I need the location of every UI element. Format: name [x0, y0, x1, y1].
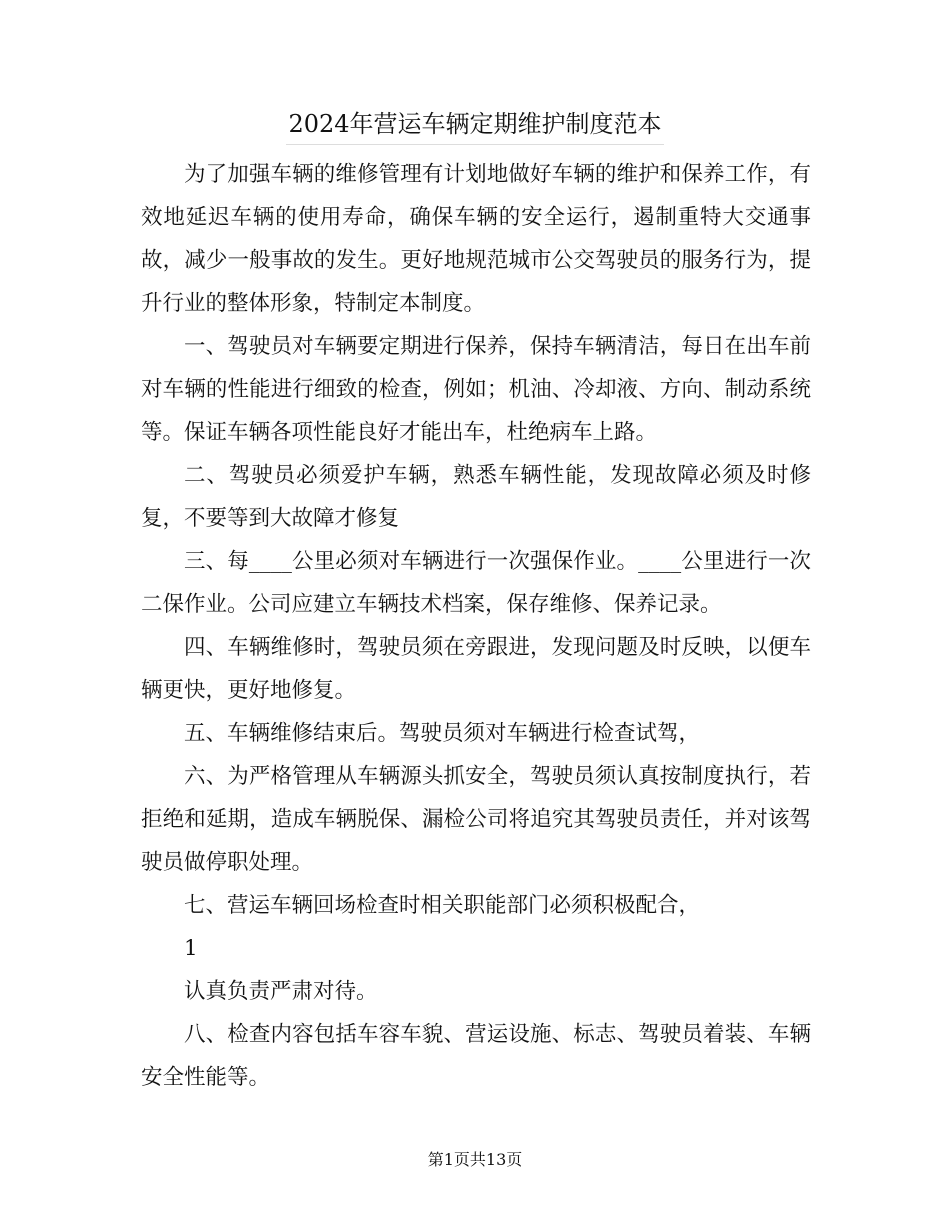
paragraph-item-2: 二、驾驶员必须爱护车辆，熟悉车辆性能，发现故障必须及时修复，不要等到大故障才修复: [141, 463, 811, 531]
page-footer: 第1页共13页: [427, 1150, 523, 1169]
paragraph-item-5: 五、车辆维修结束后。驾驶员须对车辆进行检查试驾，: [184, 721, 701, 746]
paragraph-item-7: 七、营运车辆回场检查时相关职能部门必须积极配合，: [184, 893, 701, 918]
paragraph-item-7-continued: 认真负责严肃对待。: [184, 979, 378, 1004]
paragraph-item-8: 八、检查内容包括车容车貌、营运设施、标志、驾驶员着装、车辆安全性能等。: [141, 1022, 811, 1090]
paragraph-item-6: 六、为严格管理从车辆源头抓安全，驾驶员须认真按制度执行，若拒绝和延期，造成车辆脱保、漏检公司将追究其驾驶员责任，并对该驾驶员做停职处理。: [141, 764, 811, 875]
document-title: 2024年营运车辆定期维护制度范本: [286, 104, 663, 145]
document-body: [141, 153, 811, 1099]
paragraph-item-3: 三、每____公里必须对车辆进行一次强保作业。____公里进行一次二保作业。公司应建立车辆技术档案，保存维修、保养记录。: [141, 549, 811, 617]
inline-page-number: 1: [184, 936, 198, 961]
document-title-wrap: [0, 104, 950, 145]
paragraph-intro: 为了加强车辆的维修管理有计划地做好车辆的维护和保养工作，有效地延迟车辆的使用寿命，确保车辆的安全运行，遏制重特大交通事故，减少一般事故的发生。更好地规范城市公交驾驶员的服务行为，提升行业的整体形象，特制定本制度。: [141, 162, 811, 316]
paragraph-item-4: 四、车辆维修时，驾驶员须在旁跟进，发现问题及时反映，以便车辆更快，更好地修复。: [141, 635, 811, 703]
paragraph-item-1: 一、驾驶员对车辆要定期进行保养，保持车辆清洁，每日在出车前对车辆的性能进行细致的检查，例如；机油、冷却液、方向、制动系统等。保证车辆各项性能良好才能出车，杜绝病车上路。: [141, 334, 811, 445]
